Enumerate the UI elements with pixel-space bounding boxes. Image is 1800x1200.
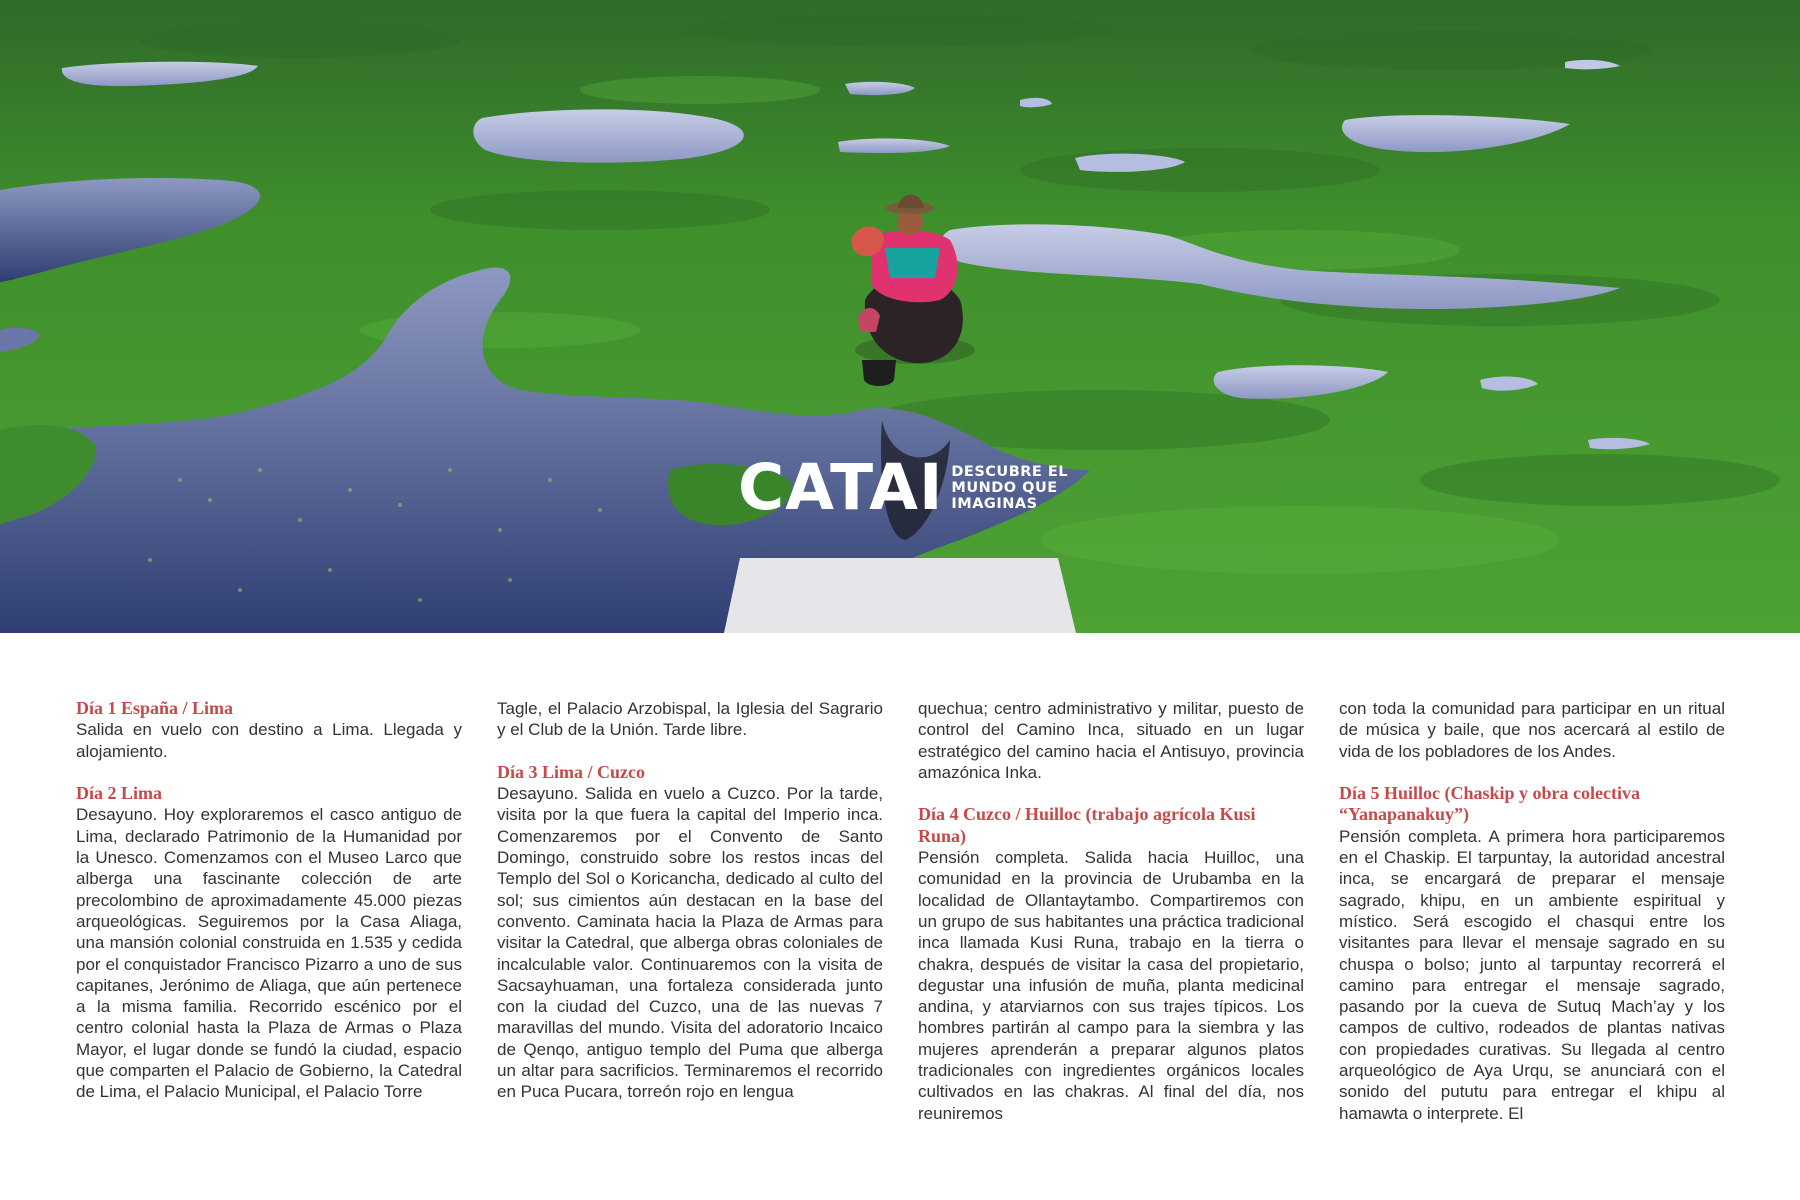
tagline-line-3: IMAGINAS bbox=[951, 495, 1038, 512]
column-1 bbox=[76, 698, 462, 1103]
day-5-paragraph bbox=[1339, 783, 1725, 1124]
column-2 bbox=[497, 698, 883, 1103]
day-2-continuation bbox=[497, 698, 883, 741]
day-4-text: Pensión completa. Salida hacia Huilloc, una comunidad en la provincia de Urubamba en la localidad de Ollantaytambo. Compartiremos con un grupo de sus habitantes una práctica tradicional inca llamada Kusi Runa, trabajo en la tierra o chakra, después de visitar la casa del propietario, degustar una infusión de muña, planta medicinal andina, y atarviarnos con sus trajes típicos. Los hombres partirán al campo para la siembra y las mujeres aprenderán a preparar algunos platos tradicionales con ingredientes orgánicos locales cultivados en las chakras. Al final del día, nos reuniremos bbox=[918, 848, 1304, 1123]
day-5-title: Día 5 Huilloc (Chaskip y obra colectiva “Yanapanakuy”) bbox=[1339, 783, 1640, 825]
day-2-continuation-text: Tagle, el Palacio Arzobispal, la Iglesia del Sagrario y el Club de la Unión. Tarde libre. bbox=[497, 699, 883, 740]
day-3-continuation-text: quechua; centro administrativo y militar, puesto de control del Camino Inca, situado en un lugar estratégico del camino hacia el Antisuyo, provincia amazónica Inka. bbox=[918, 699, 1304, 782]
day-4-paragraph bbox=[918, 804, 1304, 1123]
day-2-text: Desayuno. Hoy exploraremos el casco antiguo de Lima, declarado Patrimonio de la Humanidad por la Unesco. Comenzamos con el Museo Larco que alberga una fascinante colección de arte precolombino de aproximadamente 45.000 piezas arqueológicas. Seguiremos por la Casa Aliaga, una mansión colonial construida en 1.535 y cedida por el conquistador Francisco Pizarro a uno de sus capitanes, Jerónimo de Aliaga, que aún pertenece a la misma familia. Recorrido escénico por el centro colonial hasta la Plaza de Armas o Plaza Mayor, el lugar donde se fundó la ciudad, espacio que comparten el Palacio de Gobierno, la Catedral de Lima, el Palacio Municipal, el Palacio Torre bbox=[76, 805, 462, 1102]
tagline-line-2: MUNDO QUE bbox=[951, 479, 1058, 496]
logo-wordmark: CATAI bbox=[738, 451, 944, 524]
day-1-text: Salida en vuelo con destino a Lima. Llegada y alojamiento. bbox=[76, 720, 462, 761]
day-4-continuation bbox=[1339, 698, 1725, 762]
day-2-title: Día 2 Lima bbox=[76, 783, 163, 804]
column-4 bbox=[1339, 698, 1725, 1124]
day-5-text: Pensión completa. A primera hora participaremos en el Chaskip. El tarpuntay, la autoridad ancestral inca, se encargará de preparar el mensaje sagrado, khipu, en un ambiente espiritual y místico. Será escogido el chasqui entre los visitantes para llevar el mensaje sagrado en su chuspa o bolso; junto al tarpuntay recorrerá el camino para entregar el mensaje sagrado, pasando por la cueva de Sutuq Mach’ay y los campos de cultivo, rodeados de plantas nativas con propiedades curativas. Su llegada al centro arqueológico de Aya Urqu, se anunciará con el sonido del pututu para entregar el khipu al hamawta o interprete. El bbox=[1339, 826, 1725, 1123]
day-3-text: Desayuno. Salida en vuelo a Cuzco. Por la tarde, visita por la que fuera la capital del Imperio inca. Comenzaremos por el Convento de Santo Domingo, construido sobre los restos incas del Templo del Sol o Koricancha, dedicado al culto del sol; sus cimientos aún destacan en la base del convento. Caminata hacia la Plaza de Armas para visitar la Catedral, que alberga obras coloniales de incalculable valor. Continuaremos con la visita de Sacsayhuaman, una fortaleza considerada junto con la ciudad del Cuzco, una de las nuevas 7 maravillas del mundo. Visita del adoratorio Incaico de Qenqo, antiguo templo del Puma que alberga un altar para sacrificios. Terminaremos el recorrido en Puca Pucara, torreón rojo en lengua bbox=[497, 784, 883, 1102]
day-4-title: Día 4 Cuzco / Huilloc (trabajo agrícola Kusi Runa) bbox=[918, 804, 1256, 846]
tagline-line-1: DESCUBRE EL bbox=[951, 463, 1069, 480]
day-3-continuation bbox=[918, 698, 1304, 783]
day-1-title: Día 1 España / Lima bbox=[76, 698, 234, 718]
day-4-continuation-text: con toda la comunidad para participar en un ritual de música y baile, que nos acercará al estilo de vida de los pobladores de los Andes. bbox=[1339, 699, 1725, 761]
itinerary-columns bbox=[76, 698, 1726, 1138]
catai-logo bbox=[738, 451, 1069, 524]
column-3 bbox=[918, 698, 1304, 1124]
logo-tagline bbox=[951, 464, 1068, 512]
day-2-paragraph bbox=[76, 783, 462, 1102]
day-3-paragraph bbox=[497, 762, 883, 1103]
day-1-paragraph bbox=[76, 698, 462, 762]
day-3-title: Día 3 Lima / Cuzco bbox=[497, 761, 645, 782]
